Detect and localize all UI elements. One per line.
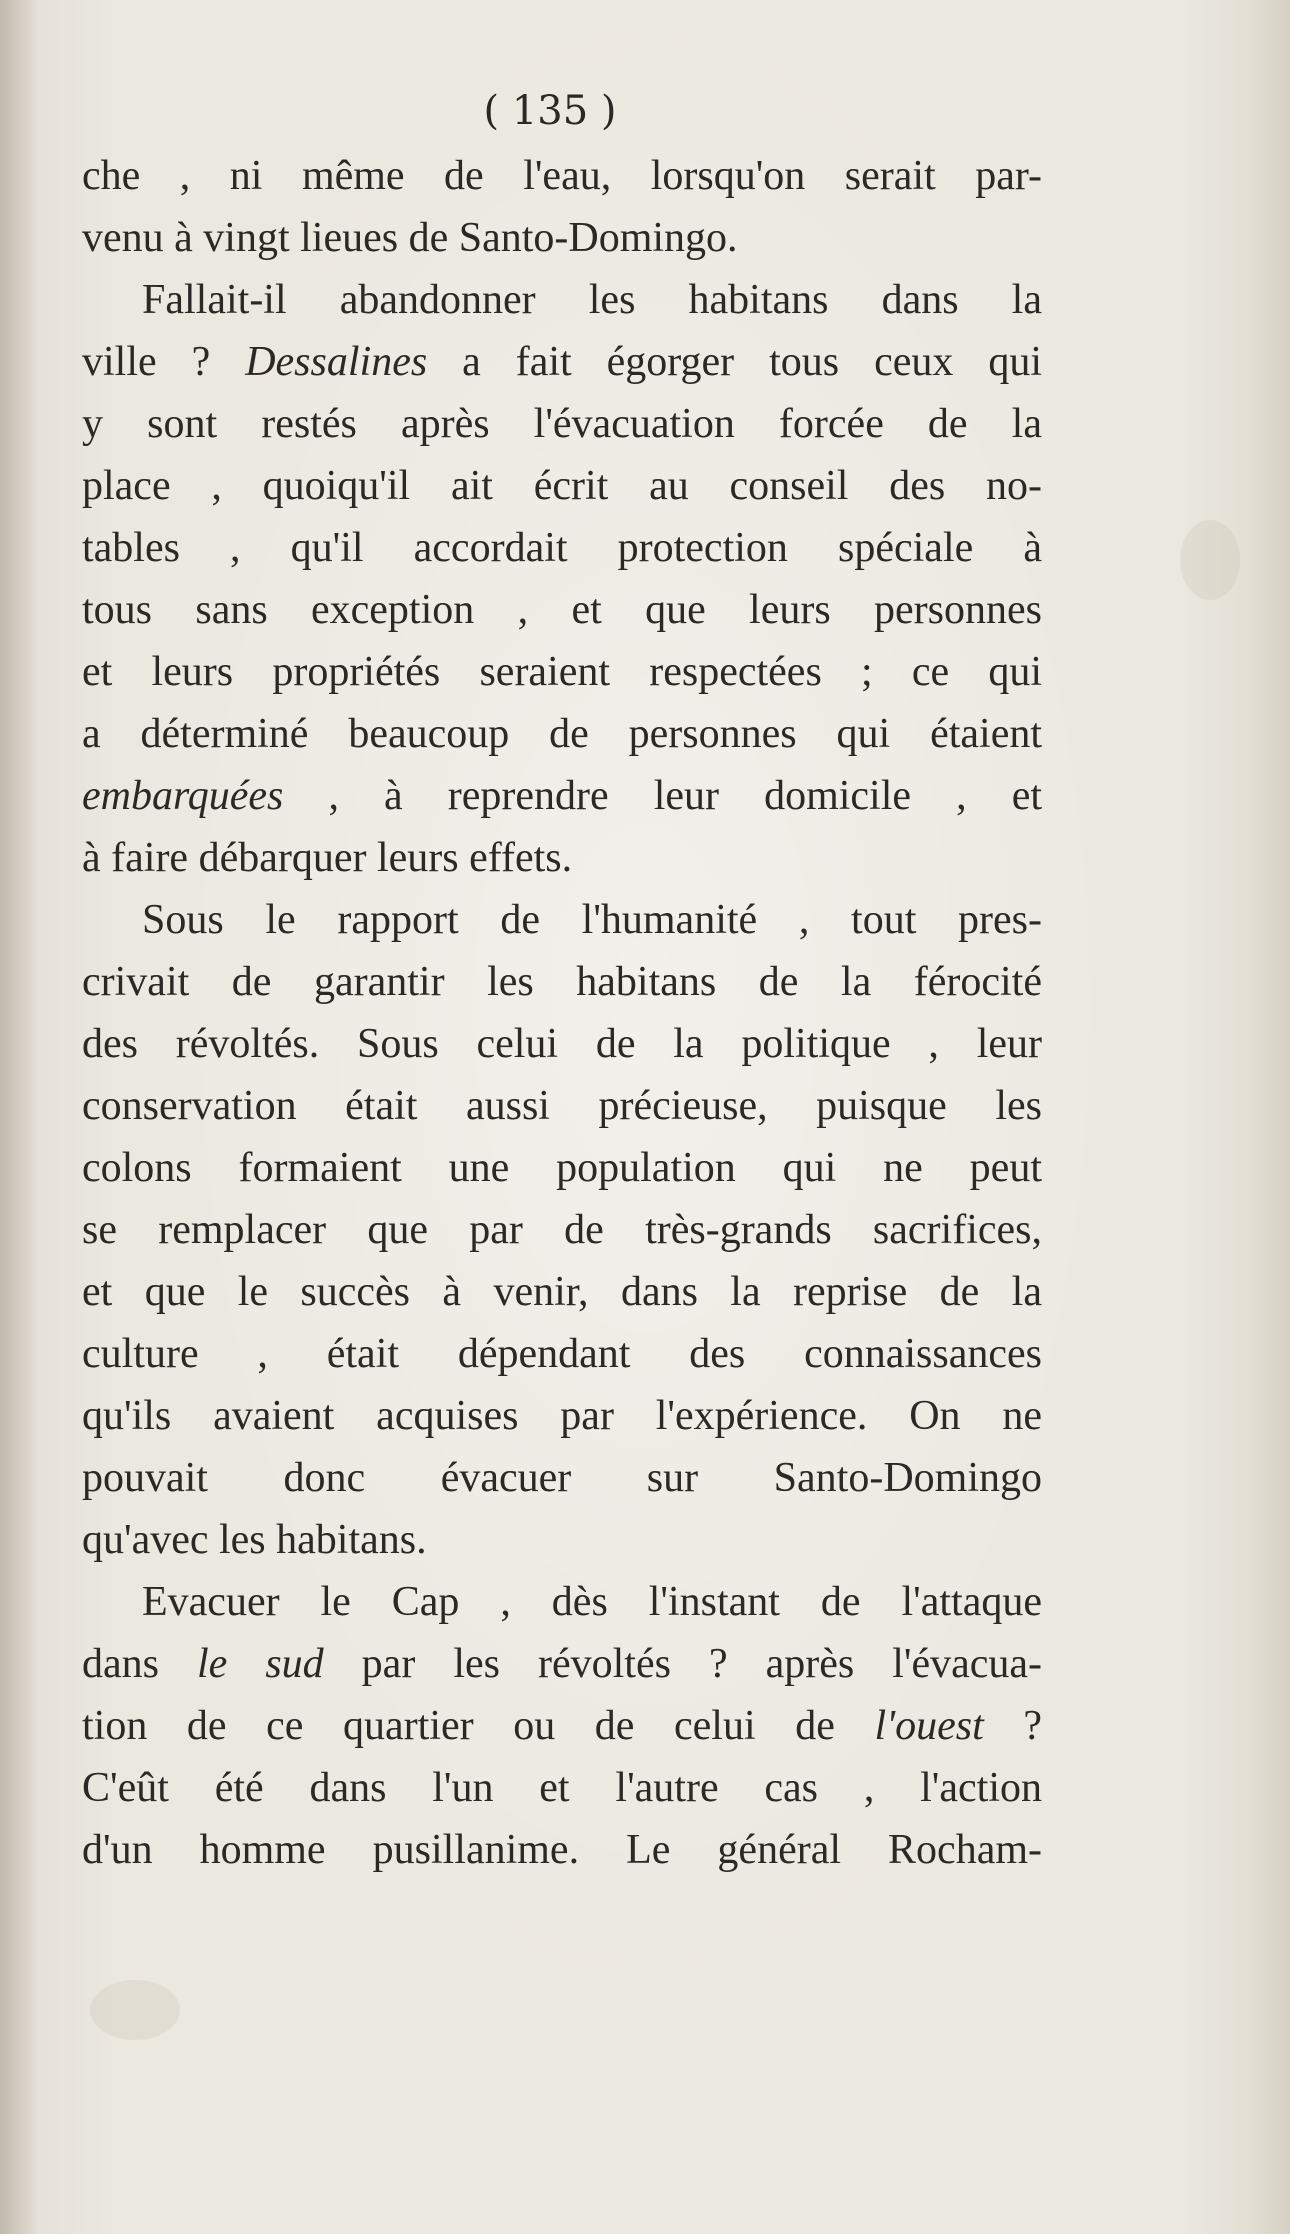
text-run: tion de ce quartier ou de celui de bbox=[82, 1703, 875, 1749]
italic-phrase: le sud bbox=[197, 1641, 324, 1687]
italic-name: Dessalines bbox=[245, 339, 428, 385]
page-edge-shadow bbox=[0, 0, 38, 2234]
text-line: d'un homme pusillanime. Le général Rocham- bbox=[82, 1827, 1042, 1873]
paper-stain bbox=[90, 1980, 180, 2040]
text-line: crivait de garantir les habitans de la férocité bbox=[82, 959, 1042, 1005]
text-line: place , quoiqu'il ait écrit au conseil des no- bbox=[82, 463, 1042, 509]
italic-word: embarquées bbox=[82, 773, 284, 819]
text-line: des révoltés. Sous celui de la politique , leur bbox=[82, 1021, 1042, 1067]
text-line: tous sans exception , et que leurs personnes bbox=[82, 587, 1042, 633]
text-line bbox=[82, 331, 1042, 393]
text-line: y sont restés après l'évacuation forcée de la bbox=[82, 401, 1042, 447]
text-run: ville ? bbox=[82, 339, 246, 385]
text-line: conservation était aussi précieuse, puisque les bbox=[82, 1083, 1042, 1129]
text-run: par les révoltés ? après l'évacua- bbox=[323, 1641, 1042, 1687]
text-line: a déterminé beaucoup de personnes qui étaient bbox=[82, 711, 1042, 757]
body-text bbox=[82, 145, 1042, 1881]
text-line: colons formaient une population qui ne peut bbox=[82, 1145, 1042, 1191]
text-line: Sous le rapport de l'humanité , tout pres- bbox=[142, 897, 1042, 943]
text-line bbox=[82, 765, 1042, 827]
text-line: Fallait-il abandonner les habitans dans la bbox=[142, 277, 1042, 323]
text-line: culture , était dépendant des connaissances bbox=[82, 1331, 1042, 1377]
italic-word: l'ouest bbox=[874, 1703, 984, 1749]
text-line: et que le succès à venir, dans la reprise de la bbox=[82, 1269, 1042, 1315]
text-line: venu à vingt lieues de Santo-Domingo. bbox=[82, 215, 738, 261]
text-line: se remplacer que par de très-grands sacrifices, bbox=[82, 1207, 1042, 1253]
text-line bbox=[82, 1633, 1042, 1695]
page-number: ( 135 ) bbox=[483, 88, 617, 134]
text-run: ? bbox=[983, 1703, 1042, 1749]
text-line bbox=[82, 1695, 1042, 1757]
text-line: qu'ils avaient acquises par l'expérience. On ne bbox=[82, 1393, 1042, 1439]
paper-stain bbox=[1180, 520, 1240, 600]
text-line: et leurs propriétés seraient respectées ; ce qui bbox=[82, 649, 1042, 695]
text-line: Evacuer le Cap , dès l'instant de l'attaque bbox=[142, 1579, 1042, 1625]
text-run: a fait égorger tous ceux qui bbox=[427, 339, 1042, 385]
text-line: tables , qu'il accordait protection spéciale à bbox=[82, 525, 1042, 571]
text-run: , à reprendre leur domicile , et bbox=[283, 773, 1042, 819]
text-line: à faire débarquer leurs effets. bbox=[82, 835, 573, 881]
text-line: qu'avec les habitans. bbox=[82, 1517, 427, 1563]
text-run: dans bbox=[82, 1641, 197, 1687]
text-line: C'eût été dans l'un et l'autre cas , l'action bbox=[82, 1765, 1042, 1811]
text-line: pouvait donc évacuer sur Santo-Domingo bbox=[82, 1455, 1042, 1501]
text-line: che , ni même de l'eau, lorsqu'on serait par- bbox=[82, 153, 1042, 199]
